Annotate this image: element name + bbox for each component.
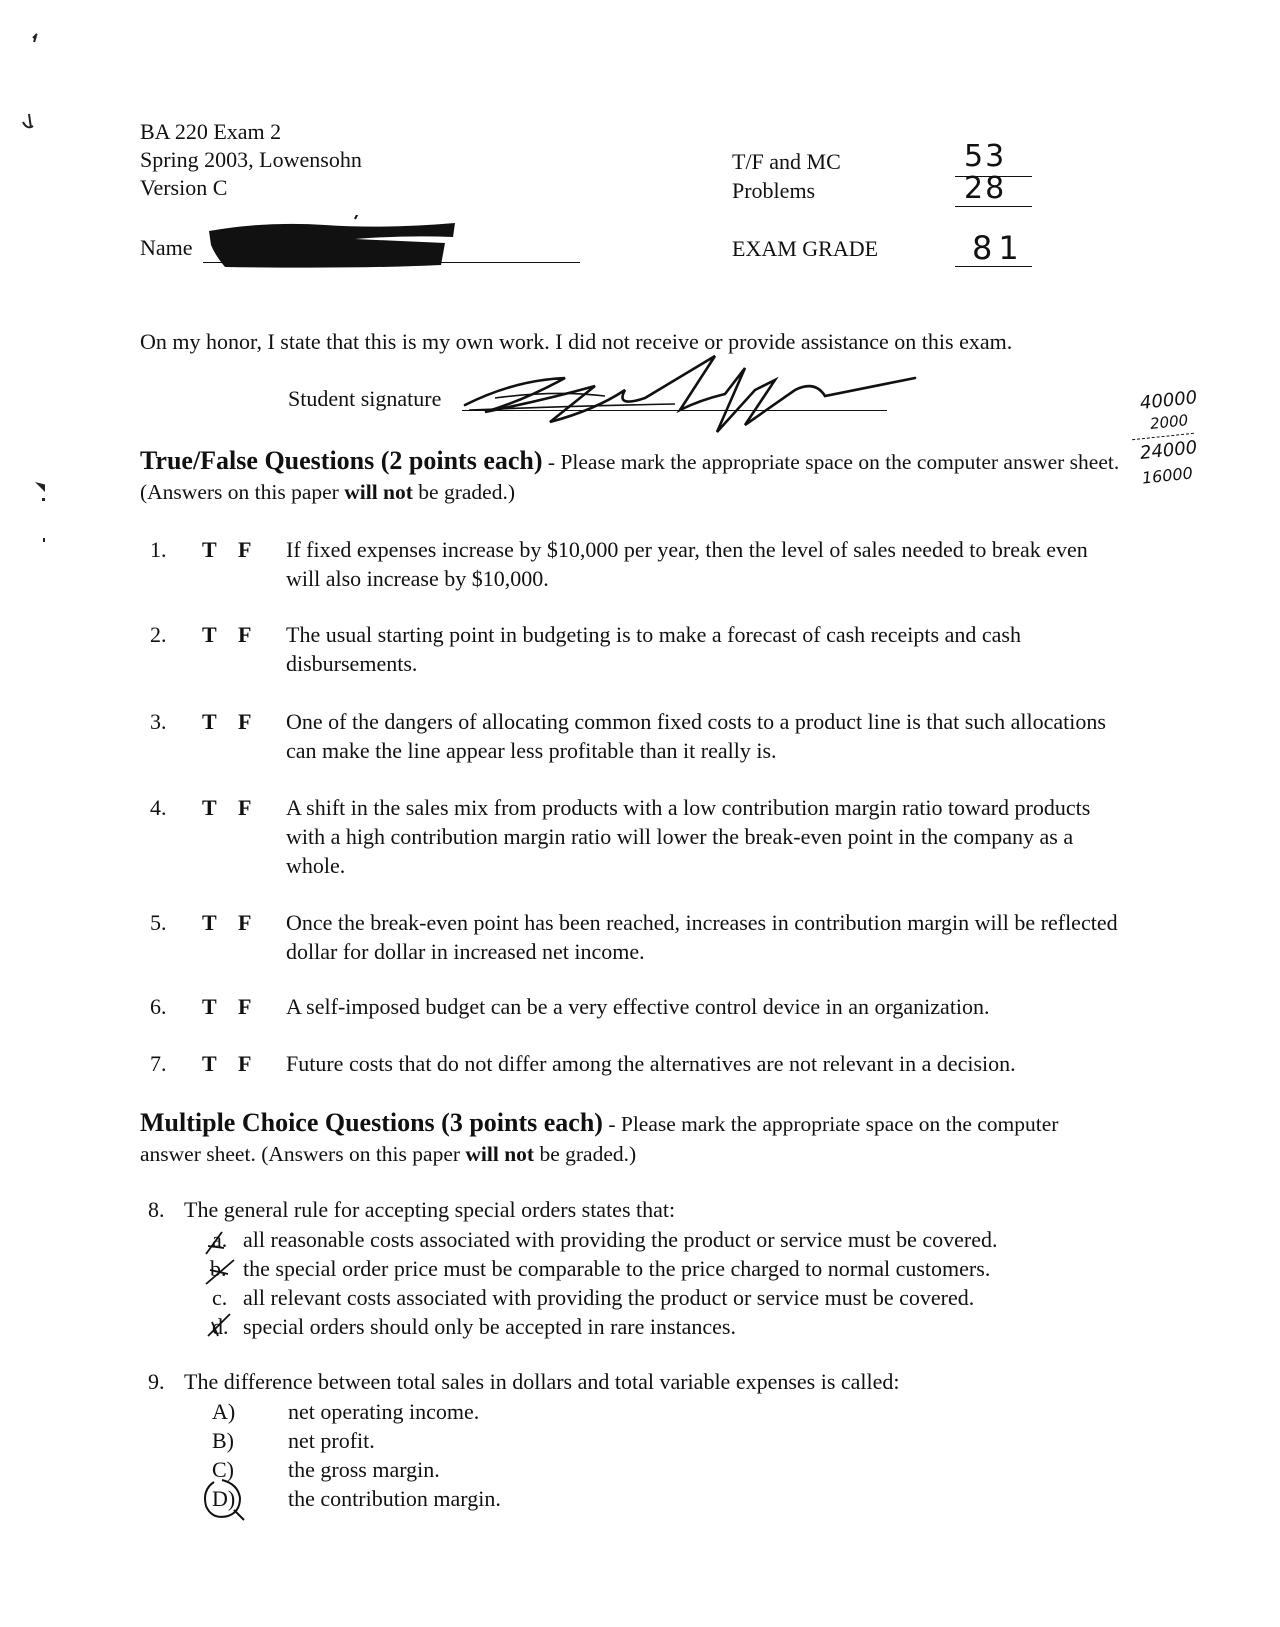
mc-option-letter: C)	[212, 1457, 234, 1482]
question-text: The usual starting point in budgeting is to make a forecast of cash receipts and cash disbursements.	[286, 622, 1021, 676]
margin-note-3: 24000	[1139, 437, 1199, 464]
margin-note-4: 16000	[1141, 463, 1194, 488]
tf-mc-label: T/F and MC	[732, 149, 841, 174]
question-number: 6.	[150, 994, 167, 1019]
mc-section-header	[140, 1108, 1120, 1169]
tf-section-header	[140, 446, 1120, 507]
exam-grade-line	[955, 266, 1032, 267]
true-option: T	[202, 994, 217, 1019]
redacted-name	[205, 215, 465, 271]
problems-score: 28	[964, 171, 1007, 206]
mc-option-text: the gross margin.	[288, 1457, 440, 1482]
false-option: F	[238, 537, 252, 562]
false-option: F	[238, 795, 252, 820]
mc-option-text: net profit.	[288, 1428, 375, 1453]
mc-instructions-pre: - Please mark the appropriate space on the computer answer sheet. (Answers on this paper	[140, 1112, 1059, 1166]
mc-instructions-post: be graded.)	[534, 1142, 637, 1166]
false-option: F	[238, 910, 252, 935]
question-text: Future costs that do not differ among the alternatives are not relevant in a decision.	[286, 1051, 1016, 1076]
mc-option-letter: a.	[212, 1227, 228, 1252]
mc-question-number: 8.	[148, 1197, 165, 1222]
mc-instructions-bold: will not	[465, 1142, 535, 1166]
tf-instructions-pre: - Please mark the appropriate space on the computer answer sheet. (Answers on this paper	[140, 450, 1120, 504]
mc-question-text: The difference between total sales in dollars and total variable expenses is called:	[184, 1369, 900, 1394]
false-option: F	[238, 709, 252, 734]
false-option: F	[238, 622, 252, 647]
term: Spring 2003, Lowensohn	[140, 147, 362, 172]
true-option: T	[202, 1051, 217, 1076]
mc-option-text: net operating income.	[288, 1399, 480, 1424]
false-option: F	[238, 994, 252, 1019]
margin-note-1: 40000	[1139, 387, 1199, 414]
question-text: A shift in the sales mix from products with a low contribution margin ratio toward products with a high contribution margin ratio will lower the break-even point in the company as a whole.	[286, 795, 1091, 878]
question-number: 4.	[150, 795, 167, 820]
answer-circle	[200, 1476, 250, 1524]
mc-question-number: 9.	[148, 1369, 165, 1394]
mc-option-text: all reasonable costs associated with providing the product or service must be covered.	[243, 1227, 998, 1252]
grade-label: EXAM GRADE	[732, 236, 879, 261]
question-text: Once the break-even point has been reached, increases in contribution margin will be reflected dollar for dollar in increased net income.	[286, 910, 1118, 964]
question-text: One of the dangers of allocating common fixed costs to a product line is that such allocations can make the line appear less profitable than it really is.	[286, 709, 1106, 763]
mc-option-text: the special order price must be comparable to the price charged to normal customers.	[243, 1256, 991, 1281]
tf-instructions-post: be graded.)	[412, 480, 515, 504]
question-text: If fixed expenses increase by $10,000 per year, then the level of sales needed to break even will also increase by $10,000.	[286, 537, 1088, 591]
question-number: 5.	[150, 910, 167, 935]
mc-option-letter: d.	[212, 1314, 229, 1339]
mc-option-letter: B)	[212, 1428, 234, 1453]
question-text: A self-imposed budget can be a very effective control device in an organization.	[286, 994, 990, 1019]
tf-section-title: True/False Questions (2 points each)	[140, 446, 543, 475]
mc-option-text: the contribution margin.	[288, 1486, 501, 1511]
mc-option-letter: A)	[212, 1399, 236, 1424]
true-option: T	[202, 795, 217, 820]
problems-label: Problems	[732, 178, 816, 203]
tf-mc-score: 53	[964, 139, 1007, 174]
true-option: T	[202, 622, 217, 647]
mc-option-letter: c.	[212, 1285, 228, 1310]
question-number: 2.	[150, 622, 167, 647]
tf-instructions-bold: will not	[344, 480, 413, 504]
honor-statement: On my honor, I state that this is my own work. I did not receive or provide assistance on this exam.	[140, 329, 1013, 354]
mc-option-letter: D)	[212, 1486, 236, 1511]
course-title: BA 220 Exam 2	[140, 119, 282, 144]
true-option: T	[202, 709, 217, 734]
student-signature	[455, 350, 955, 440]
true-option: T	[202, 537, 217, 562]
mc-question-text: The general rule for accepting special orders states that:	[184, 1197, 676, 1222]
exam-grade-score: 81	[972, 229, 1025, 267]
mc-section-title: Multiple Choice Questions (3 points each)	[140, 1108, 603, 1137]
true-option: T	[202, 910, 217, 935]
problems-score-line	[955, 206, 1032, 207]
version: Version C	[140, 175, 228, 200]
question-number: 3.	[150, 709, 167, 734]
question-number: 7.	[150, 1051, 167, 1076]
margin-note-2: 2000	[1149, 411, 1190, 433]
mc-option-letter: b.	[210, 1256, 227, 1281]
mc-option-text: special orders should only be accepted in rare instances.	[243, 1314, 736, 1339]
strike-marks	[204, 1226, 244, 1340]
mc-option-text: all relevant costs associated with providing the product or service must be covered.	[243, 1285, 975, 1310]
false-option: F	[238, 1051, 252, 1076]
name-label: Name	[140, 235, 193, 260]
scan-marks	[15, 30, 45, 550]
signature-label: Student signature	[288, 386, 442, 411]
question-number: 1.	[150, 537, 167, 562]
